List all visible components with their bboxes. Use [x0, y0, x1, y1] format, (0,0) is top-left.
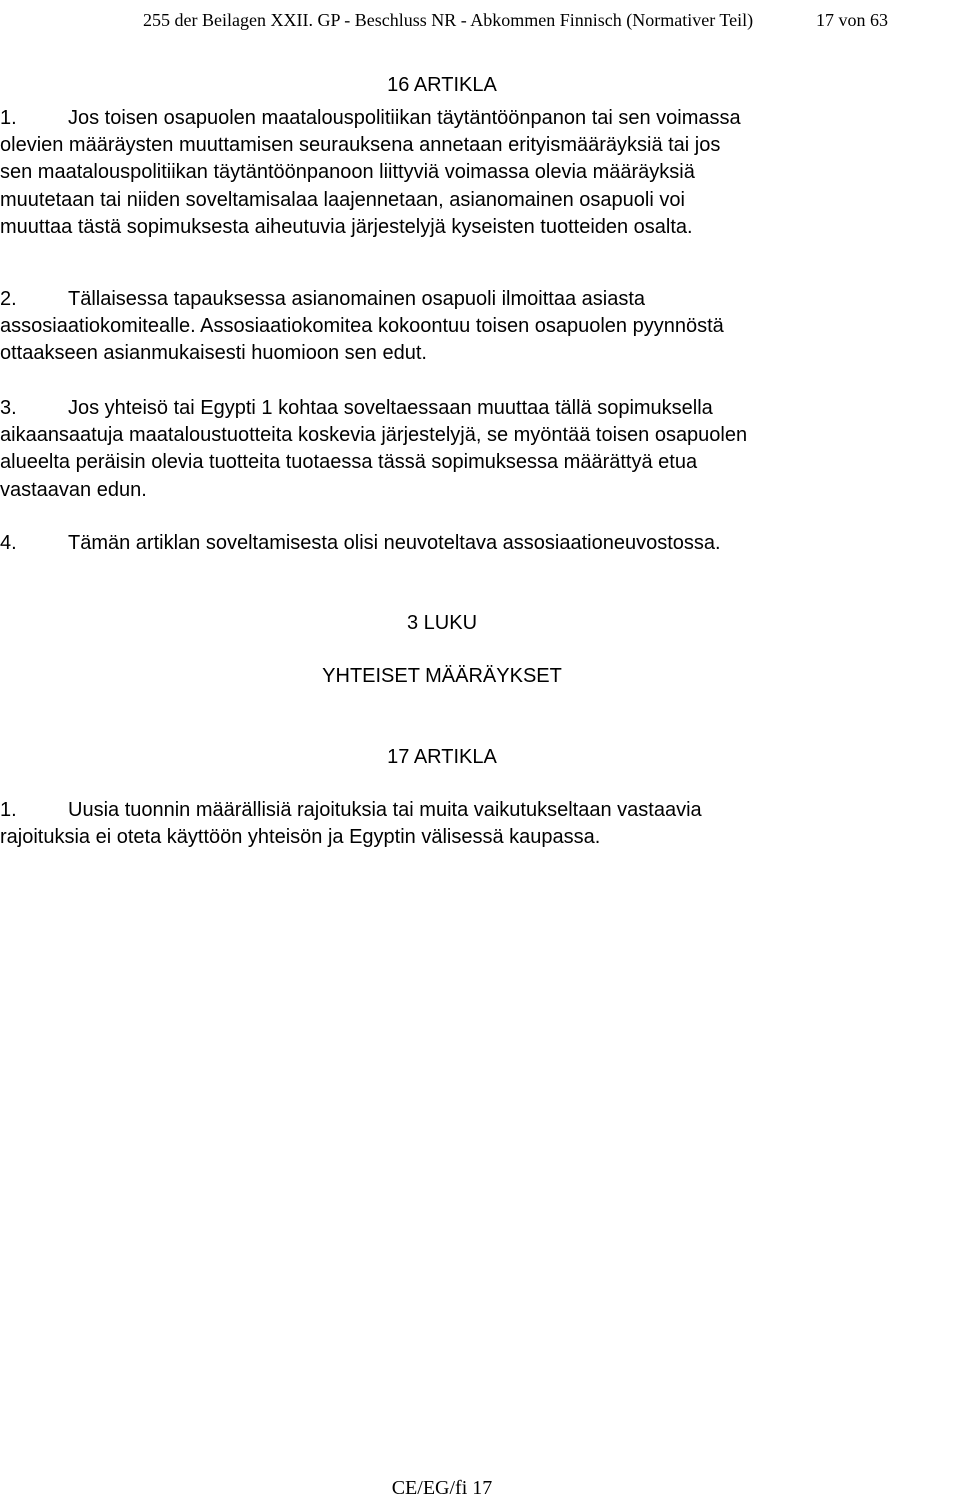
article-16-paragraph-2 — [0, 286, 960, 368]
paragraph-text: Tällaisessa tapauksessa asianomainen osapuoli ilmoittaa asiasta — [68, 288, 645, 310]
paragraph-line — [0, 286, 960, 313]
paragraph-text: Jos toisen osapuolen maatalouspolitiikan täytäntöönpanon tai sen voimassa — [68, 107, 741, 129]
paragraph-number: 1. — [0, 107, 17, 129]
paragraph-line — [0, 395, 960, 422]
paragraph-line: muuttaa tästä sopimuksesta aiheutuvia järjestelyjä kyseisten tuotteiden osalta. — [0, 215, 693, 238]
paragraph-line — [0, 530, 960, 557]
page-header — [143, 0, 960, 40]
article-17-heading: 17 ARTIKLA — [387, 746, 497, 768]
paragraph-line — [0, 105, 960, 132]
article-16-heading: 16 ARTIKLA — [387, 74, 497, 96]
article-16-paragraph-3 — [0, 395, 960, 504]
paragraph-number: 2. — [0, 288, 17, 310]
paragraph-line: alueelta peräisin olevia tuotteita tuotaessa tässä sopimuksessa määrättyä etua — [0, 451, 698, 474]
page-footer-code: CE/EG/fi 17 — [391, 1477, 493, 1499]
paragraph-number: 1. — [0, 799, 17, 821]
paragraph-text: Tämän artiklan soveltamisesta olisi neuvoteltava assosiaationeuvostossa. — [68, 532, 721, 554]
header-page-number: 17 von 63 — [816, 10, 888, 30]
paragraph-line: ottaakseen asianmukaisesti huomioon sen edut. — [0, 342, 427, 365]
paragraph-line — [0, 797, 960, 824]
paragraph-line: sen maatalouspolitiikan täytäntöönpanoon liittyviä voimassa olevia määräyksiä — [0, 161, 695, 184]
header-title: 255 der Beilagen XXII. GP - Beschluss NR - Abkommen Finnisch (Normativer Teil) — [143, 10, 754, 30]
paragraph-line: vastaavan edun. — [0, 478, 147, 501]
paragraph-number: 4. — [0, 532, 17, 554]
chapter-3-subheading: YHTEISET MÄÄRÄYKSET — [322, 665, 562, 687]
article-16-paragraph-4 — [0, 530, 960, 557]
article-17-paragraph-1 — [0, 797, 960, 851]
paragraph-number: 3. — [0, 397, 17, 419]
paragraph-line: aikaansaatuja maataloustuotteita koskevia järjestelyjä, se myöntää toisen osapuolen — [0, 424, 748, 447]
article-16-paragraph-1 — [0, 105, 960, 241]
paragraph-line: olevien määräysten muuttamisen seurauksena annetaan erityismääräyksiä tai jos — [0, 134, 721, 157]
paragraph-line: muutetaan tai niiden soveltamisalaa laajennetaan, asianomainen osapuoli voi — [0, 188, 685, 211]
chapter-3-heading: 3 LUKU — [406, 612, 478, 634]
paragraph-text: Jos yhteisö tai Egypti 1 kohtaa soveltaessaan muuttaa tällä sopimuksella — [68, 397, 713, 419]
paragraph-line: rajoituksia ei oteta käyttöön yhteisön ja Egyptin välisessä kaupassa. — [0, 826, 601, 849]
paragraph-line: assosiaatiokomitealle. Assosiaatiokomitea kokoontuu toisen osapuolen pyynnöstä — [0, 315, 724, 338]
paragraph-text: Uusia tuonnin määrällisiä rajoituksia tai muita vaikutukseltaan vastaavia — [68, 799, 702, 821]
